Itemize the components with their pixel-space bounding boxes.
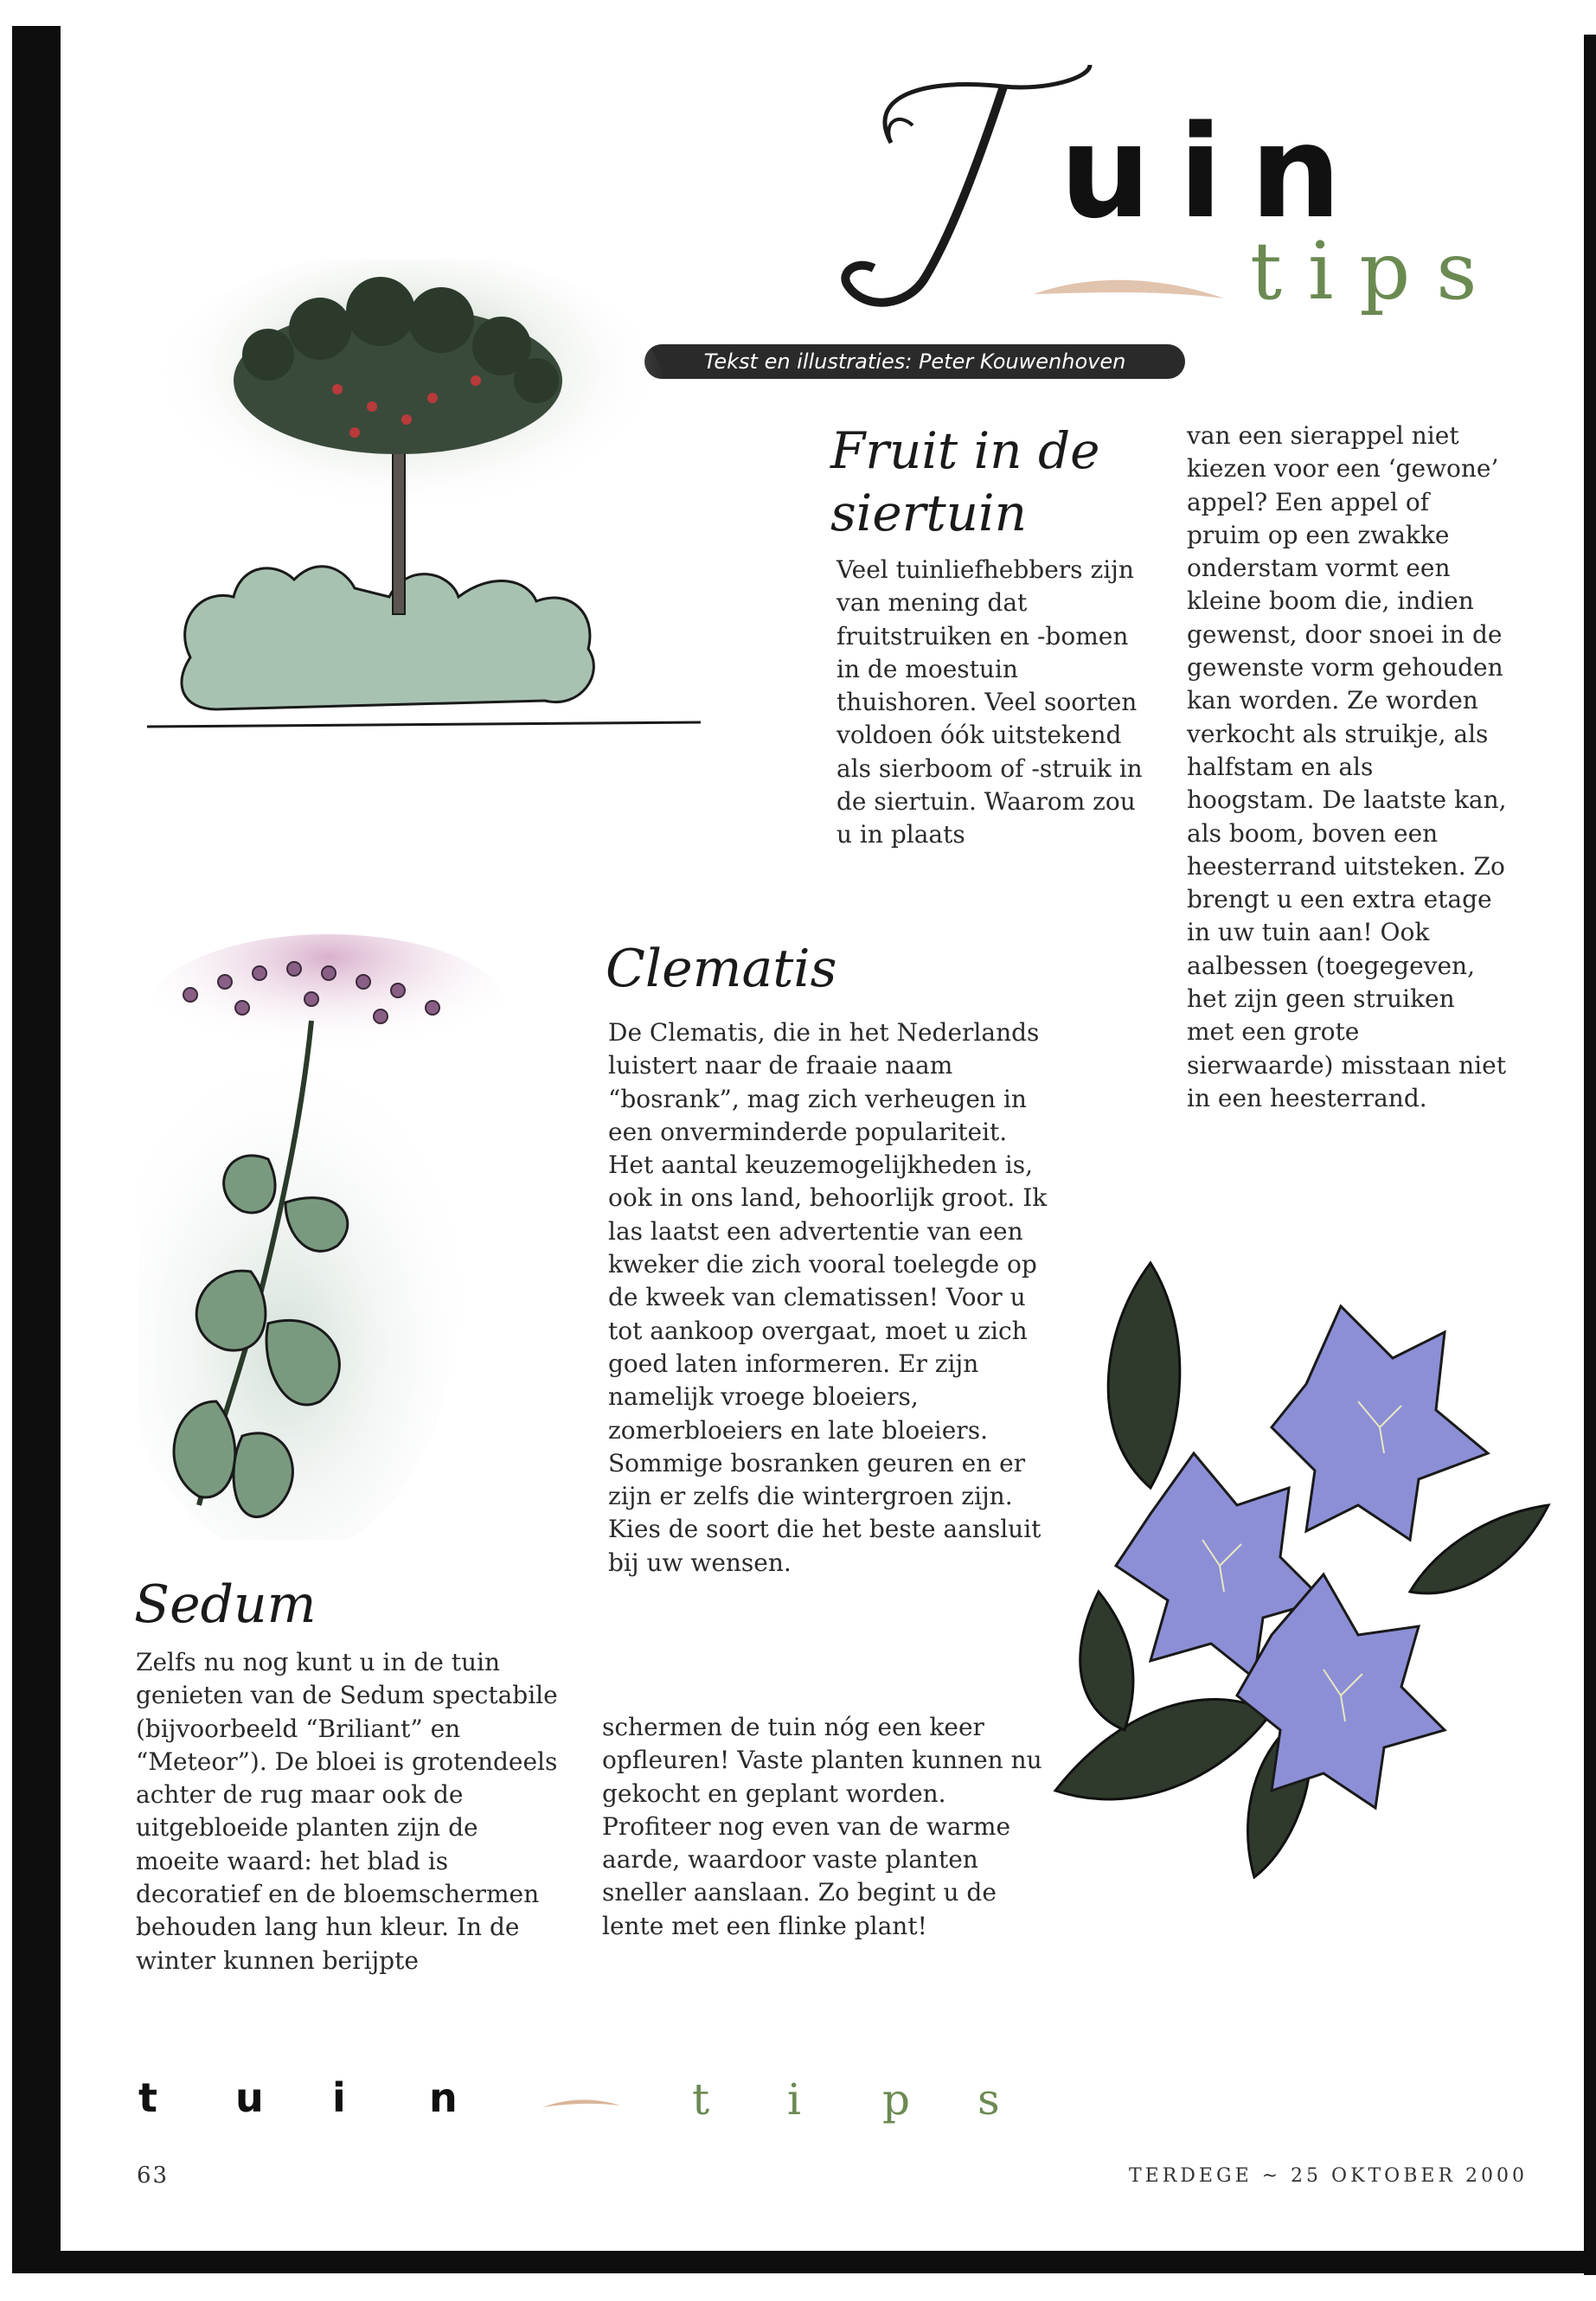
heading-fruit: Fruit in de siertuin bbox=[830, 421, 1100, 542]
issue-info: TERDEGE ~ 25 OKTOBER 2000 bbox=[1129, 2165, 1528, 2187]
byline: Tekst en illustraties: Peter Kouwenhoven bbox=[644, 344, 1185, 379]
page-frame-bottom bbox=[12, 2251, 1586, 2273]
sedum-paragraph-1: Zelfs nu nog kunt u in de tuin genieten van de Sedum spectabile (bijvoorbeeld “Briliant” en “Meteor”). De bloei is grotendeels achter de rug maar ook de uitgebloeide planten zijn de moeite waard: het blad is decoratief en de bloemschermen behouden lang hun kleur. In de winter kunnen berijpte bbox=[136, 1648, 558, 1975]
footer-tuin bbox=[138, 2074, 526, 2121]
heading-sedum: Sedum bbox=[134, 1574, 317, 1635]
footer-letter: n bbox=[429, 2074, 458, 2121]
page-frame-left bbox=[12, 26, 61, 2253]
page-number: 63 bbox=[137, 2163, 170, 2189]
fruit-paragraph-1: Veel tuinliefhebbers zijn van mening dat fruitstruiken en -bomen in de moestuin thuishoren. Veel soorten voldoen óók uitstekend als sierboom of -struik in de siertuin. Waarom zou u in plaats bbox=[836, 555, 1143, 849]
footer-letter: t bbox=[692, 2074, 710, 2125]
footer-brush-decoration bbox=[541, 2093, 623, 2112]
clematis-paragraph: De Clematis, die in het Nederlands luistert naar de fraaie naam “bosrank”, mag zich verheugen in een onverminderde populariteit. Het aantal keuzemogelijkheden is, ook in ons land, behoorlijk groot. Ik las laatst een advertentie van een kweker die zich vooral toelegde op de kweek van clematissen! Voor u tot aankoop overgaat, moet u zich goed laten informeren. Er zijn namelijk vroege bloeiers, zomerbloeiers en late bloeiers. Sommige bosranken geuren en er zijn er zelfs die wintergroen zijn. Kies de soort die het beste aansluit bij uw wensen. bbox=[608, 1018, 1048, 1577]
fruit-paragraph-2: van een sierappel niet kiezen voor een ‘gewone’ appel? Een appel of pruim op een zwakke onderstam vormt een kleine boom die, indien gewenst, door snoei in de gewenste vorm gehouden kan worden. Ze worden verkocht als struikje, als halfstam en als hoogstam. De laatste kan, als boom, boven een heesterrand uitsteken. Zo brengt u een extra etage in uw tuin aan! Ook aalbessen (toegegeven, het zijn geen struiken met een grote sierwaarde) misstaan niet in een heesterrand. bbox=[1187, 421, 1507, 1112]
masthead-title: uin bbox=[1060, 98, 1369, 247]
brush-stroke-decoration bbox=[1029, 260, 1228, 311]
sedum-illustration bbox=[138, 934, 519, 1540]
footer-letter: t bbox=[138, 2074, 157, 2121]
footer-letter: i bbox=[332, 2074, 346, 2121]
page-frame-right bbox=[1584, 35, 1596, 2275]
footer-letter: u bbox=[235, 2074, 264, 2121]
footer-letter: i bbox=[787, 2074, 801, 2125]
footer-letter: s bbox=[977, 2074, 1000, 2125]
footer-letter: p bbox=[882, 2074, 911, 2125]
masthead-subtitle: tips bbox=[1250, 225, 1503, 317]
heading-clematis: Clematis bbox=[606, 939, 837, 999]
clematis-illustration bbox=[1047, 1228, 1566, 1886]
fruit-tree-illustration bbox=[147, 260, 718, 753]
footer-tips bbox=[692, 2074, 1073, 2125]
sedum-paragraph-2: schermen de tuin nóg een keer opfleuren! Vaste planten kunnen nu gekocht en geplant worden. Profiteer nog even van de warme aarde, waardoor vaste planten sneller aanslaan. Zo begint u de lente met een flinke plant! bbox=[602, 1713, 1042, 1940]
